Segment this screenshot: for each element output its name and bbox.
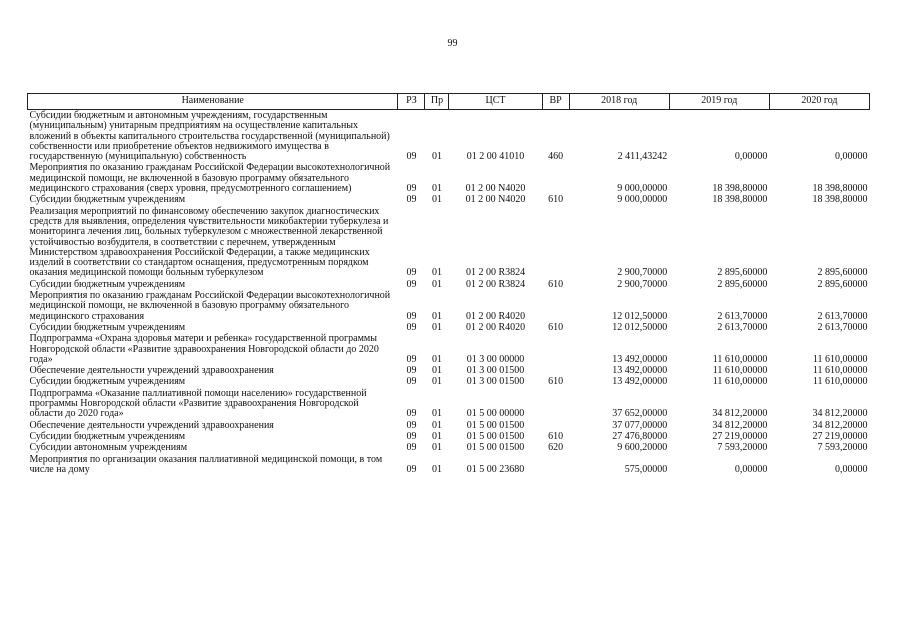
cell-2019: 27 219,00000 (712, 430, 768, 442)
cell-2019: 2 895,60000 (717, 267, 768, 279)
cell-name: Мероприятия по оказанию гражданам Российской Федерации высокотехнологичной медицинской помощи, не включенной в базовую программу обязательного медицинского страхования (29, 290, 391, 322)
cell-2020: 11 610,00000 (812, 376, 868, 388)
header-name: Наименование (28, 94, 398, 110)
table-row (28, 290, 870, 322)
cell-vr (542, 365, 569, 376)
cell-cst: 01 5 00 23680 (466, 463, 525, 475)
cell-2019: 18 398,80000 (712, 194, 768, 206)
cell-2019: 34 812,20000 (712, 419, 768, 431)
cell-2020: 34 812,20000 (812, 419, 868, 431)
header-cst: ЦСТ (449, 94, 542, 110)
cell-2018: 13 492,00000 (612, 365, 668, 377)
cell-name: Подпрограмма «Охрана здоровья матери и ребенка» государственной программы Новгородской области «Развитие здравоохранения Новгородской области до 2020 года» (29, 333, 379, 365)
table-row (28, 206, 870, 279)
cell-cst: 01 5 00 00000 (466, 408, 525, 420)
cell-vr: 610 (548, 194, 564, 206)
cell-2020: 11 610,00000 (812, 353, 868, 365)
cell-2018: 2 900,70000 (617, 278, 668, 290)
cell-2020: 7 593,20000 (817, 442, 868, 454)
cell-pr: 01 (431, 463, 442, 475)
cell-rz: 09 (406, 321, 417, 333)
cell-pr: 01 (431, 278, 442, 290)
cell-rz: 09 (406, 151, 417, 163)
cell-2018: 12 012,50000 (612, 310, 668, 322)
header-2020: 2020 год (769, 94, 869, 110)
cell-2020: 18 398,80000 (812, 183, 868, 195)
cell-pr: 01 (431, 419, 442, 431)
cell-pr: 01 (431, 442, 442, 454)
cell-name: Субсидии бюджетным учреждениям (29, 278, 186, 290)
cell-rz: 09 (406, 183, 417, 195)
cell-2019: 2 895,60000 (717, 278, 768, 290)
cell-vr: 610 (548, 376, 564, 388)
budget-table (27, 93, 870, 475)
cell-rz: 09 (406, 408, 417, 420)
cell-2019: 11 610,00000 (712, 365, 768, 377)
cell-rz: 09 (406, 194, 417, 206)
cell-pr: 01 (431, 267, 442, 279)
table-row (28, 431, 870, 442)
cell-2018: 37 652,00000 (612, 408, 668, 420)
table-row (28, 322, 870, 333)
table-row (28, 194, 870, 205)
cell-pr: 01 (431, 430, 442, 442)
cell-name: Субсидии бюджетным учреждениям (29, 376, 186, 388)
cell-name: Субсидии бюджетным учреждениям (29, 321, 186, 333)
cell-name: Субсидии бюджетным учреждениям (29, 430, 186, 442)
cell-2018: 37 077,00000 (612, 419, 668, 431)
cell-pr: 01 (431, 353, 442, 365)
cell-vr (542, 454, 569, 476)
cell-2018: 2 411,43242 (617, 151, 668, 163)
cell-2019: 11 610,00000 (712, 353, 768, 365)
header-rz: РЗ (398, 94, 425, 110)
table-header-row (28, 94, 870, 110)
cell-rz: 09 (406, 463, 417, 475)
page-number: 99 (447, 38, 458, 49)
header-2018: 2018 год (569, 94, 669, 110)
cell-2020: 34 812,20000 (812, 408, 868, 420)
cell-rz: 09 (406, 376, 417, 388)
header-pr: Пр (425, 94, 449, 110)
cell-vr (542, 420, 569, 431)
cell-cst: 01 2 00 R4020 (465, 321, 526, 333)
cell-name: Субсидии бюджетным учреждениям (29, 194, 186, 206)
cell-cst: 01 2 00 R4020 (465, 310, 526, 322)
cell-2020: 0,00000 (835, 151, 868, 163)
cell-pr: 01 (431, 408, 442, 420)
cell-vr: 610 (548, 321, 564, 333)
table-row (28, 365, 870, 376)
cell-cst: 01 2 00 R3824 (465, 267, 526, 279)
table-row (28, 376, 870, 387)
cell-2018: 27 476,80000 (612, 430, 668, 442)
table-row (28, 388, 870, 420)
cell-vr (542, 206, 569, 279)
table-row (28, 442, 870, 453)
table-row (28, 110, 870, 163)
cell-cst: 01 3 00 01500 (466, 365, 525, 377)
cell-name: Мероприятия по оказанию гражданам Российской Федерации высокотехнологичной медицинской помощи, не включенной в базовую программу обязательного медицинского страхования (сверх уровня, предусмотренного соглашением) (29, 162, 391, 195)
cell-2018: 575,00000 (624, 463, 668, 475)
cell-2019: 2 613,70000 (717, 310, 768, 322)
cell-2020: 2 895,60000 (817, 267, 868, 279)
table-row (28, 162, 870, 194)
cell-vr: 610 (548, 430, 564, 442)
cell-2019: 0,00000 (734, 151, 768, 163)
cell-cst: 01 2 00 N4020 (465, 194, 526, 206)
cell-cst: 01 2 00 R3824 (465, 278, 526, 290)
table-row (28, 420, 870, 431)
cell-2018: 2 900,70000 (617, 267, 668, 279)
cell-rz: 09 (406, 353, 417, 365)
cell-cst: 01 2 00 N4020 (465, 183, 526, 195)
cell-2020: 27 219,00000 (812, 430, 868, 442)
cell-2018: 9 600,20000 (617, 442, 668, 454)
cell-2019: 2 613,70000 (717, 321, 768, 333)
cell-vr (542, 162, 569, 194)
cell-pr: 01 (431, 365, 442, 377)
cell-vr (542, 333, 569, 365)
cell-cst: 01 5 00 01500 (466, 419, 525, 431)
cell-2020: 2 613,70000 (817, 321, 868, 333)
cell-2019: 0,00000 (734, 463, 768, 475)
cell-rz: 09 (406, 442, 417, 454)
table-body (28, 110, 870, 476)
cell-2019: 18 398,80000 (712, 183, 768, 195)
cell-pr: 01 (431, 151, 442, 163)
cell-vr: 610 (548, 278, 564, 290)
cell-cst: 01 5 00 01500 (466, 442, 525, 454)
cell-vr (542, 388, 569, 420)
cell-name: Субсидии бюджетным и автономным учреждениям, государственным (муниципальным) унитарным предприятиям на осуществление капитальных вложений в объекты капитального строительства государственной (муниципальной) собственности или приобретение объектов недвижимого имущества в государственную (муниципальную) собственность (29, 110, 390, 163)
header-2019: 2019 год (669, 94, 769, 110)
cell-rz: 09 (406, 430, 417, 442)
cell-2019: 34 812,20000 (712, 408, 768, 420)
cell-rz: 09 (406, 419, 417, 431)
cell-pr: 01 (431, 376, 442, 388)
cell-2020: 2 895,60000 (817, 278, 868, 290)
cell-2020: 11 610,00000 (812, 365, 868, 377)
cell-vr: 460 (548, 151, 564, 163)
cell-2018: 9 000,00000 (617, 194, 668, 206)
cell-name: Подпрограмма «Оказание паллиативной помощи населению» государственной программы Новгородской области «Развитие здравоохранения Новгородской области до 2020 года» (29, 387, 367, 420)
cell-vr: 620 (548, 442, 564, 454)
cell-rz: 09 (406, 365, 417, 377)
cell-cst: 01 2 00 41010 (466, 151, 525, 163)
cell-rz: 09 (406, 267, 417, 279)
cell-2018: 12 012,50000 (612, 321, 668, 333)
cell-pr: 01 (431, 321, 442, 333)
cell-rz: 09 (406, 278, 417, 290)
cell-2018: 13 492,00000 (612, 353, 668, 365)
cell-2018: 9 000,00000 (617, 183, 668, 195)
cell-name: Обеспечение деятельности учреждений здравоохранения (29, 365, 274, 377)
header-vr: ВР (542, 94, 569, 110)
cell-pr: 01 (431, 310, 442, 322)
cell-2020: 0,00000 (835, 463, 868, 475)
cell-cst: 01 5 00 01500 (466, 430, 525, 442)
cell-cst: 01 3 00 00000 (466, 353, 525, 365)
cell-2018: 13 492,00000 (612, 376, 668, 388)
cell-name: Мероприятия по организации оказания паллиативной медицинской помощи, в том числе на дому (29, 453, 383, 475)
cell-pr: 01 (431, 183, 442, 195)
table-row (28, 454, 870, 476)
cell-name: Обеспечение деятельности учреждений здравоохранения (29, 419, 274, 431)
cell-2020: 18 398,80000 (812, 194, 868, 206)
cell-2019: 11 610,00000 (712, 376, 768, 388)
cell-2019: 7 593,20000 (717, 442, 768, 454)
table-row (28, 279, 870, 290)
cell-rz: 09 (406, 310, 417, 322)
cell-name: Реализация мероприятий по финансовому обеспечению закупок диагностических средств для выявления, определения чувствительности микобактерии туберкулеза и мониторинга лечения лиц, больных туберкулезом с множественной лекарственной устойчивостью возбудителя, в соответствии с перечнем, утвержденным Министерством здравоохранения Российской Федерации, а также медицинских изделий в соответствии со стандартом оснащения, предусмотренным порядком оказания медицинской помощи больным туберкулезом (29, 205, 389, 279)
cell-2020: 2 613,70000 (817, 310, 868, 322)
cell-pr: 01 (431, 194, 442, 206)
table-row (28, 333, 870, 365)
cell-name: Субсидии автономным учреждениям (29, 442, 188, 454)
cell-cst: 01 3 00 01500 (466, 376, 525, 388)
cell-vr (542, 290, 569, 322)
